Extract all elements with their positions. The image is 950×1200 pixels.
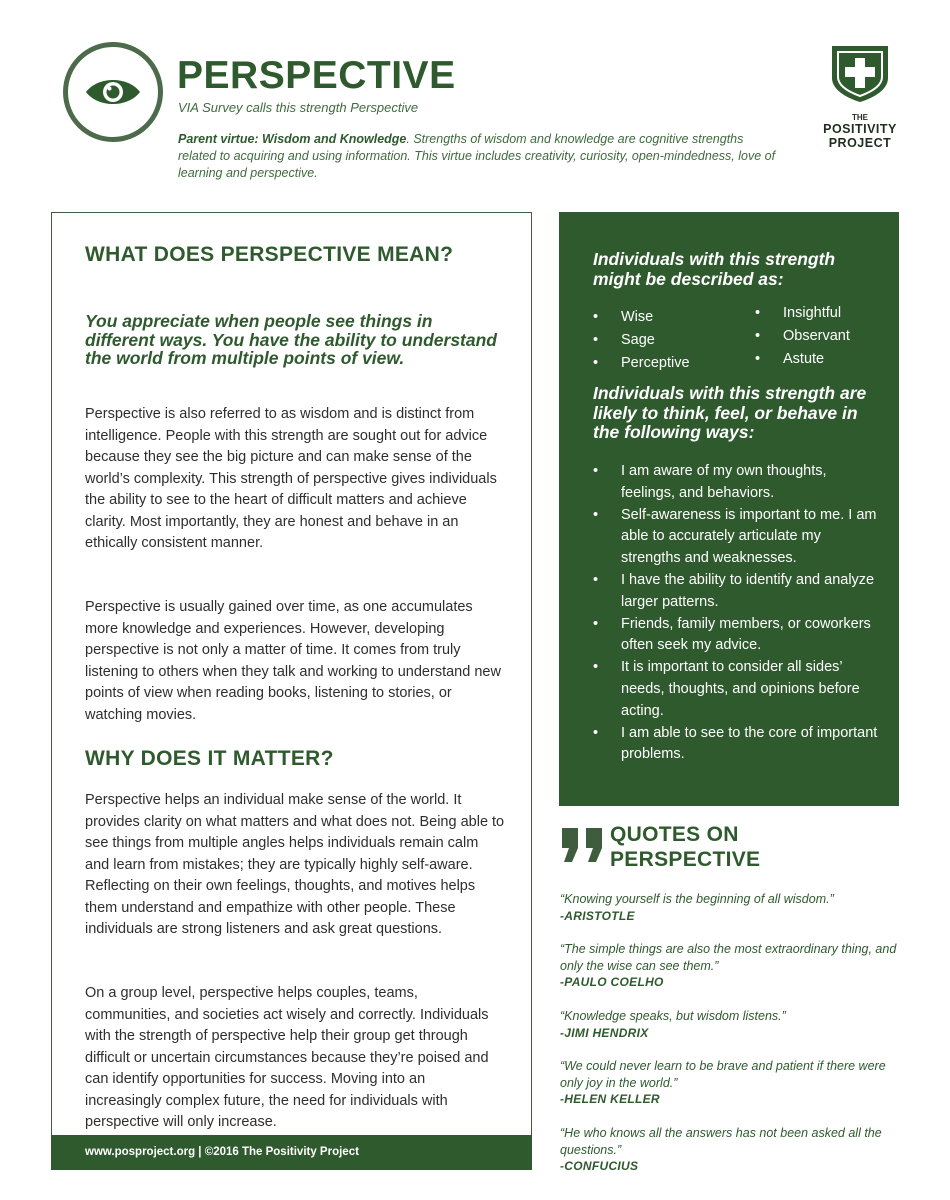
logo-word-the: THE	[852, 113, 868, 122]
paragraph-group-level: On a group level, perspective helps couples, teams, communities, and societies act wisely and correctly. Individuals with the strength of perspective help their group get through difficult or uncertain circumstances because they’re poised and can identify opportunities for success. Moving into an increasingly complex future, the need for individuals with perspective will only increase.	[85, 985, 489, 1130]
list-item: • It is important to consider all sides’ needs, thoughts, and opinions before acting.	[593, 657, 883, 722]
quote-text: “Knowing yourself is the beginning of all wisdom.”	[560, 892, 834, 906]
list-item: • Perceptive	[593, 352, 690, 375]
list-item: • Wise	[593, 306, 690, 329]
quote-text: “We could never learn to be brave and patient if there were only joy in the world.”	[560, 1059, 886, 1090]
quote-author: -JIMI HENDRIX	[560, 1025, 649, 1040]
page-title: PERSPECTIVE	[177, 54, 456, 97]
eye-badge	[63, 42, 163, 142]
heading-why-does-it-matter: WHY DOES IT MATTER?	[85, 747, 334, 770]
page-subtitle: VIA Survey calls this strength Perspective	[178, 100, 419, 115]
quote-item	[560, 1008, 905, 1041]
quote-item	[560, 941, 905, 991]
quote-text: “Knowledge speaks, but wisdom listens.”	[560, 1009, 786, 1023]
quote-item	[560, 891, 905, 924]
quote-text: “The simple things are also the most extraordinary thing, and only the wise can see them.”	[560, 942, 897, 973]
quote-item	[560, 1125, 905, 1175]
logo-word-positivity: POSITIVITY	[823, 122, 897, 136]
heading-think-feel-behave: Individuals with this strength are likely to think, feel, or behave in the following ways:	[593, 383, 867, 442]
quote-author: -ARISTOTLE	[560, 908, 635, 923]
quotes-heading	[610, 822, 760, 872]
behavior-list	[593, 461, 883, 766]
eye-icon	[84, 75, 142, 109]
list-item: • I am aware of my own thoughts, feelings, and behaviors.	[593, 461, 883, 505]
quote-author: -HELEN KELLER	[560, 1092, 660, 1106]
list-item: • Insightful	[755, 302, 850, 325]
paragraph-wisdom: Perspective is also referred to as wisdom and is distinct from intelligence. People with this strength are sought out for advice because they see the big picture and can make sense of the world’s complexity. This strength of perspective gives individuals the ability to see to the heart of difficult matters and achieve clarity. Most importantly, they are honest and behave in an ethically consistent manner.	[85, 406, 497, 551]
quotes-heading-line1: QUOTES ON	[610, 823, 739, 846]
lead-statement: You appreciate when people see things in different ways. You have the ability to understand the world from multiple points of view.	[85, 311, 497, 368]
descriptor-list-right	[755, 302, 850, 371]
descriptor-list-left	[593, 306, 690, 375]
quote-author: -PAULO COELHO	[560, 975, 664, 989]
paragraph-gained-over-time: Perspective is usually gained over time, as one accumulates more knowledge and experiences. However, developing perspective is not only a matter of time. It comes from truly listening to others when they talk and working to understand new points of view when reading books, listening to stories, or watching movies.	[85, 599, 501, 723]
list-item: • I am able to see to the core of important problems.	[593, 723, 883, 767]
traits-panel	[559, 212, 899, 806]
heading-described-as: Individuals with this strength might be described as:	[593, 249, 836, 289]
quote-text: “He who knows all the answers has not been asked all the questions.”	[560, 1126, 882, 1157]
heading-what-does-perspective-mean: WHAT DOES PERSPECTIVE MEAN?	[85, 243, 454, 266]
list-item: • Self-awareness is important to me. I am able to accurately articulate my strengths and weaknesses.	[593, 505, 883, 570]
paragraph-sense-of-world: Perspective helps an individual make sense of the world. It provides clarity on what matters and what does not. Being able to see things from multiple angles helps individuals remain calm and learn from mistakes; they are typically highly self-aware. Reflecting on their own feelings, thoughts, and motives helps them understand and empathize with other people. These individuals are strong listeners and ask great questions.	[85, 792, 505, 937]
footer-bar: www.posproject.org | ©2016 The Positivity Project	[51, 1135, 532, 1170]
parent-virtue-label: Parent virtue: Wisdom and Knowledge	[178, 132, 407, 146]
quote-item	[560, 1058, 905, 1108]
parent-virtue-text	[178, 131, 778, 182]
quotes-heading-line2: PERSPECTIVE	[610, 848, 761, 871]
definition-section	[51, 212, 532, 1170]
logo-word-project: PROJECT	[828, 136, 892, 150]
quote-mark-icon	[560, 826, 606, 864]
quote-author: -CONFUCIUS	[560, 1159, 639, 1173]
parent-virtue-description: . Strengths of wisdom and knowledge are cognitive strengths related to acquiring and using information. This virtue includes creativity, curiosity, open-mindedness, love of learning and perspective.	[178, 132, 776, 180]
list-item: • Astute	[755, 348, 850, 371]
list-item: • I have the ability to identify and analyze larger patterns.	[593, 570, 883, 614]
shield-cross-icon	[829, 44, 891, 104]
list-item: • Sage	[593, 329, 690, 352]
list-item: • Friends, family members, or coworkers often seek my advice.	[593, 614, 883, 658]
positivity-project-logo	[812, 44, 908, 150]
list-item: • Observant	[755, 325, 850, 348]
